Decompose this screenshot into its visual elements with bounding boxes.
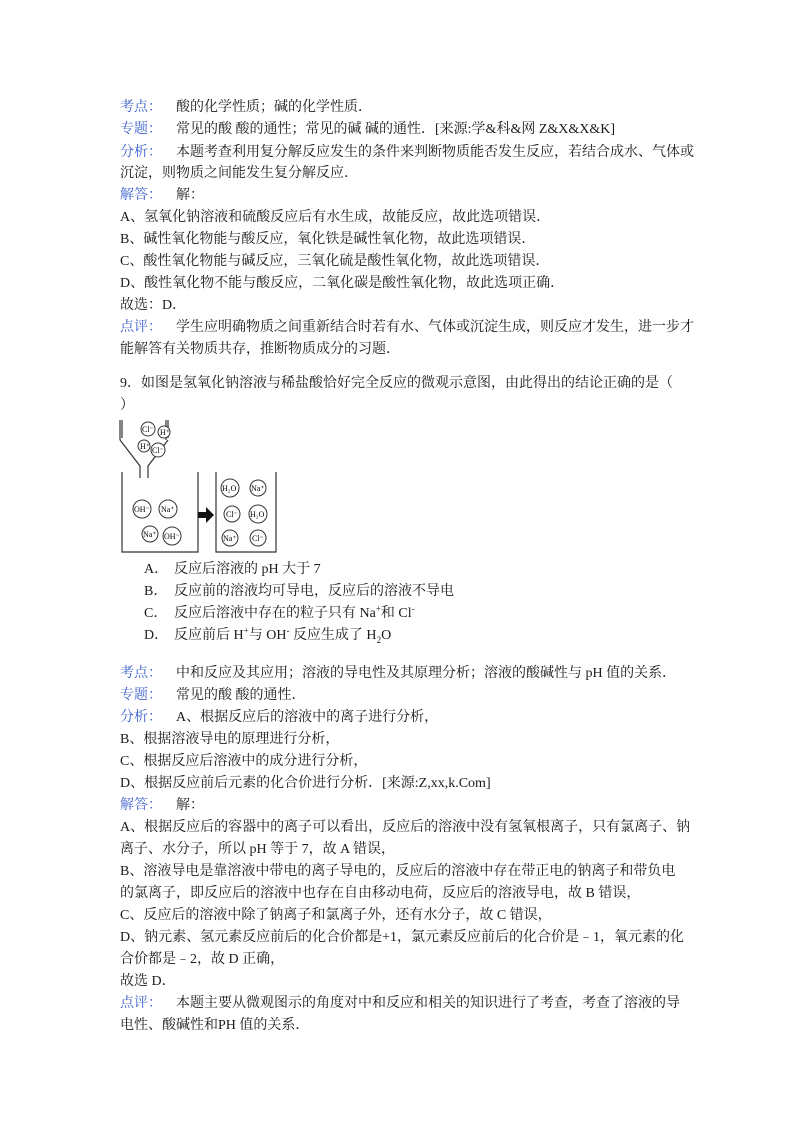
reaction-diagram — [118, 418, 278, 558]
q9-jieda-text: 解： — [176, 798, 204, 813]
kaodian-text: 酸的化学性质；碱的化学性质． — [176, 100, 372, 115]
right-ion-1: H₂O — [222, 484, 237, 493]
q9-stem-line2: ） — [120, 398, 134, 413]
q9-jieda-line-5: C、反应后的溶液中除了钠离子和氯离子外，还有水分子，故 C 错误， — [120, 908, 552, 923]
q9-fenxi-b: B、根据溶液导电的原理进行分析， — [120, 732, 340, 747]
right-ion-5: Na⁺ — [223, 534, 237, 543]
q9-fenxi-text: A、根据反应后的溶液中的离子进行分析， — [176, 710, 439, 725]
q9-jieda-line-7: 合价都是﹣2，故 D 正确， — [120, 952, 285, 967]
option-d-sup2: - — [286, 625, 290, 636]
q9-jieda-line-4: 的氯离子，即反应后的溶液中也存在自由移动电荷，反应后的溶液导电，故 B 错误， — [120, 886, 641, 901]
option-c-mid: 和 Cl — [380, 606, 412, 621]
option-d-mid: 与 OH — [248, 628, 287, 643]
zhuanti-label: 专题： — [120, 122, 162, 137]
q8-line-d: D、酸性氧化物不能与酸反应，二氧化碳是酸性氧化物，故此选项正确． — [120, 276, 565, 291]
reaction-arrow — [198, 507, 214, 523]
dianping-text-1: 学生应明确物质之间重新结合时若有水、气体或沉淀生成，则反应才发生，进一步才 — [176, 320, 694, 335]
jieda-label: 解答： — [120, 188, 162, 203]
q9-kaodian-label: 考点： — [120, 666, 162, 681]
funnel-ion-2: H⁺ — [160, 428, 170, 437]
right-ion-4: H₂O — [250, 510, 265, 519]
left-beaker-ions — [133, 500, 181, 545]
option-d-end: O — [381, 628, 392, 643]
q9-jieda-line-6: D、钠元素、氢元素反应前后的化合价都是+1，氯元素反应前后的化合价是﹣1，氧元素的化 — [120, 930, 685, 945]
q8-dianping-line2: 能解答有关物质共存，推断物质成分的习题． — [120, 342, 400, 357]
option-b-key: B． — [144, 584, 168, 599]
q9-fenxi-c: C、根据反应后溶液中的成分进行分析， — [120, 754, 368, 769]
q8-zhuanti — [120, 120, 615, 140]
q9-fenxi — [120, 708, 438, 728]
funnel-ion-4: Cl⁻ — [152, 446, 164, 455]
kaodian-label: 考点： — [120, 100, 162, 115]
q9-jieda-line-1: A、根据反应后的容器中的离子可以看出，反应后的溶液中没有氢氧根离子，只有氯离子、钠 — [120, 820, 691, 835]
q9-fenxi-d: D、根据反应前后元素的化合价进行分析．[来源:Z,xx,k.Com] — [120, 776, 491, 791]
right-ion-2: Na⁺ — [251, 484, 265, 493]
option-c-sup2: - — [411, 603, 415, 614]
q8-fenxi-line2: 沉淀，则物质之间能发生复分解反应． — [120, 166, 358, 181]
right-ion-6: Cl⁻ — [252, 534, 264, 543]
q9-jieda-line-3: B、溶液导电是靠溶液中带电的离子导电的，反应后的溶液中存在带正电的钠离子和带负电 — [120, 864, 676, 879]
funnel-ion-1: Cl⁻ — [142, 425, 154, 434]
q8-jieda — [120, 186, 204, 206]
q9-dianping-text-1: 本题主要从微观图示的角度对中和反应和相关的知识进行了考查，考查了溶液的导 — [176, 996, 680, 1011]
q9-zhuanti — [120, 686, 306, 706]
q9-jieda — [120, 796, 204, 816]
q8-line-b: B、碱性氧化物能与酸反应，氧化铁是碱性氧化物，故此选项错误． — [120, 232, 536, 247]
q9-zhuanti-label: 专题： — [120, 688, 162, 703]
right-ion-3: Cl⁻ — [226, 510, 238, 519]
left-ion-1: OH⁻ — [134, 505, 150, 514]
option-a — [144, 560, 321, 580]
option-c-key: C． — [144, 606, 168, 621]
option-b-text: 反应前的溶液均可导电，反应后的溶液不导电 — [174, 584, 454, 599]
option-c-sup1: + — [375, 603, 381, 614]
q8-line-c: C、酸性氧化物能与碱反应，三氧化硫是酸性氧化物，故此选项错误． — [120, 254, 550, 269]
left-ion-4: OH⁻ — [164, 532, 180, 541]
left-ion-3: Na⁺ — [143, 530, 157, 539]
q8-line-a: A、氢氧化钠溶液和硫酸反应后有水生成，故能反应，故此选项错误． — [120, 210, 551, 225]
funnel-ions — [138, 422, 170, 457]
option-d-key: D． — [144, 628, 169, 643]
q9-answer: 故选 D． — [120, 974, 176, 989]
q8-kaodian — [120, 98, 372, 118]
fenxi-label: 分析： — [120, 145, 162, 160]
q8-fenxi — [120, 143, 694, 163]
option-c — [144, 604, 415, 624]
funnel-ion-3: H⁺ — [140, 442, 150, 451]
zhuanti-text: 常见的酸 酸的通性；常见的碱 碱的通性．[来源:学&科&网 Z&X&X&K] — [176, 122, 616, 137]
option-a-text: 反应后溶液的 pH 大于 7 — [174, 562, 321, 577]
q8-answer: 故选：D． — [120, 298, 187, 313]
dianping-label: 点评： — [120, 320, 162, 335]
q9-jieda-label: 解答： — [120, 798, 162, 813]
fenxi-text-1: 本题考查利用复分解反应发生的条件来判断物质能否发生反应，若结合成水、气体或 — [176, 145, 694, 160]
q9-fenxi-label: 分析： — [120, 710, 162, 725]
jieda-text: 解： — [176, 188, 204, 203]
q9-dianping-line2: 电性、酸碱性和PH 值的关系． — [120, 1018, 310, 1033]
q9-dianping — [120, 994, 680, 1014]
q9-jieda-line-2: 离子、水分子，所以 pH 等于 7，故 A 错误， — [120, 842, 395, 857]
option-d-pre: 反应前后 H — [174, 628, 244, 643]
option-d-sup1: + — [243, 625, 249, 636]
option-c-pre: 反应后溶液中存在的粒子只有 Na — [174, 606, 376, 621]
left-ion-2: Na⁺ — [161, 505, 175, 514]
option-d-post: 反应生成了 H — [289, 628, 377, 643]
q8-dianping — [120, 318, 694, 338]
q9-stem-line1: 9．如图是氢氧化钠溶液与稀盐酸恰好完全反应的微观示意图，由此得出的结论正确的是（ — [120, 376, 673, 391]
q9-zhuanti-text: 常见的酸 酸的通性． — [176, 688, 306, 703]
option-b — [144, 582, 454, 602]
option-d — [144, 626, 391, 646]
right-beaker-ions — [221, 479, 267, 546]
option-a-key: A． — [144, 562, 169, 577]
q9-kaodian-text: 中和反应及其应用；溶液的导电性及其原理分析；溶液的酸碱性与 pH 值的关系． — [176, 666, 677, 681]
q9-dianping-label: 点评： — [120, 996, 162, 1011]
q9-kaodian — [120, 664, 676, 684]
option-d-sub: 2 — [376, 634, 382, 645]
